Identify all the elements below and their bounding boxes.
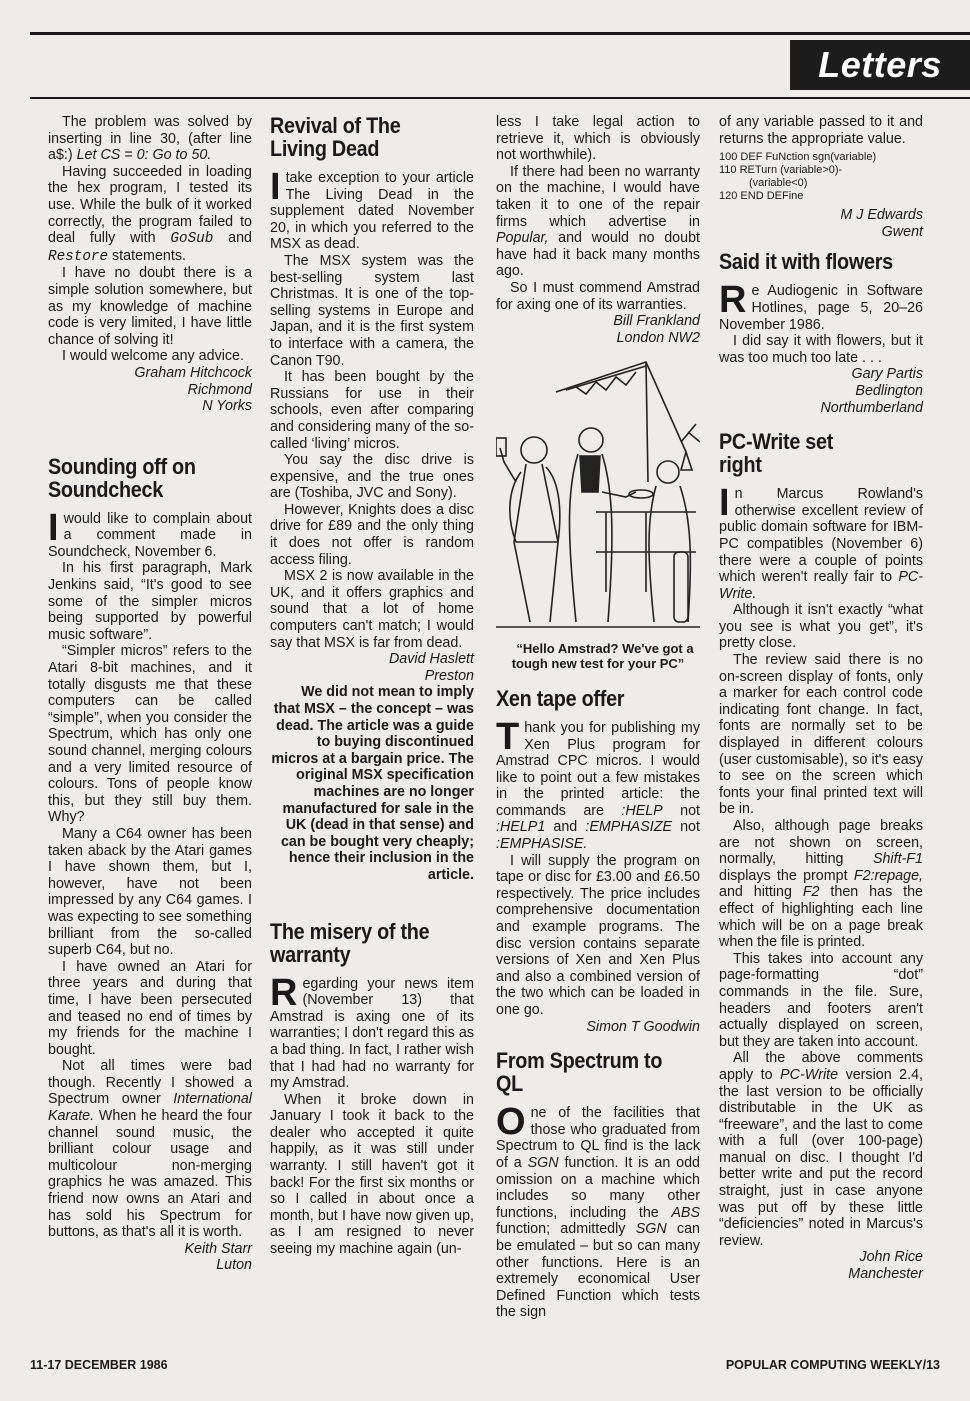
body-text: So I must commend Amstrad for axing one of its warranties. [496,279,700,313]
headline-revival: Revival of The Living Dead [270,113,401,161]
body-text: However, Knights does a disc drive for £89 and the only thing it does not offer is random access filing. [270,501,474,568]
drop-cap: I [270,166,281,208]
drop-cap: R [270,971,298,1014]
code-line: 120 END DEFine [719,190,804,203]
body-text: Regarding your news item (November 13) that Amstrad is axing one of its warranties; I don't regard this as a bad thing. In fact, I rather wish that I had had no warranty for my Amstrad. [270,971,474,1092]
signature-name: Simon T Goodwin [586,1018,700,1035]
signature-town: Preston [424,667,474,684]
column-1 [48,114,252,1274]
body-text: All the above comments apply to PC-Write version 2.4, the last version to be officially distributable in the UK as “freeware”, and the last to come with a full (over 100-page) manual on disc. I thought I'd better write and put the record straight, just in case anyone was put off by these little “deficiencies” noted in Marcus's review. [719,1050,923,1249]
body-text: You say the disc drive is expensive, and the true ones are (Toshiba, JVC and Sony). [270,452,474,502]
headline-pc-write: PC-Write set right [719,429,834,478]
cartoon-illustration [496,352,700,632]
signature-town: Richmond [187,381,252,398]
column-3 [496,114,700,1321]
body-text: of any variable passed to it and returns the appropriate value. [719,114,923,147]
drop-cap: T [496,715,520,758]
column-2 [270,114,474,1258]
section-tab-letters: Letters [790,40,970,90]
signature-town: Manchester [848,1266,923,1283]
body-text: The review said there is no on-screen display of fonts, only a marker for each control code indicating font change. In fact, fonts are normally set to be displayed in different colours (user customisable), so it's easy to see on the screen which fonts your final printed text will be in. [719,652,923,818]
signature-town: Luton [216,1257,252,1274]
code-line: (variable<0) [749,177,808,190]
code-line: 110 RETurn (variable>0)- [719,164,843,177]
body-text: Having succeeded in loading the hex program, I tested its use. While the bulk of it worked correctly, the program failed to deal fully with GoSub and Restore statements. [48,163,253,265]
body-text: Although it isn't exactly “what you see is what you get”, it's pretty close. [719,602,923,652]
footer-date: 11-17 DECEMBER 1986 [30,1358,168,1372]
signature-name: M J Edwards [840,207,923,224]
body-text: Iwould like to complain about a comment made in Soundcheck, November 6. [48,506,252,560]
headline-misery-warranty: The misery of the warranty [270,918,430,967]
headline-said-flowers: Said it with flowers [719,249,893,275]
drop-cap: I [48,506,59,549]
body-text: If there had been no warranty on the machine, I would have taken it to one of the repair firms which advertise in Popular, and would no doubt have had it back many months ago. [496,163,700,280]
body-text: In Marcus Rowland's otherwise excellent review of public domain software for IBM-PC compatibles (November 6) there were a couple of points which weren't really fair to PC-Write. [719,482,923,602]
signature-name: Bill Frankland [613,313,700,330]
headline-xen-tape: Xen tape offer [496,685,625,711]
body-text: MSX 2 is now available in the UK, and it offers graphics and sound that a lot of home computers can't match; I would say that MSX is far from dead. [270,568,474,651]
body-text: Itake exception to your article The Living Dead in the supplement dated November 20, in which you referred to the MSX as dead. [270,166,474,253]
body-text: Many a C64 owner has been taken aback by the Atari games I have shown them, but I, however, have not been impressed by any C64 games. I was expecting to see something brilliant from the so-called superb C64, but no. [48,825,252,959]
signature-name: Gary Partis [851,366,923,383]
body-text: In his first paragraph, Mark Jenkins said, “It's good to see some of the simpler micros being supported by powerful music software”. [48,560,252,643]
signature-name: Graham Hitchcock [134,364,252,381]
body-text: I did say it with flowers, but it was too much too late . . . [719,333,923,366]
headline-spectrum-ql: From Spectrum to QL [496,1048,663,1097]
signature-town: London NW2 [616,329,700,346]
body-text: I would welcome any advice. [62,348,244,365]
body-text: I have no doubt there is a simple solution somewhere, but as my knowledge of machine code is very limited, I have little chance of solving it! [48,265,252,348]
headline-sounding-off: Sounding off on Soundcheck [48,453,196,502]
body-text: The MSX system was the best-selling system last Christmas. It is one of the top-selling systems in Europe and Japan, and it is the first system to interface with a camera, the Canon T90. [270,252,474,369]
body-text: “Simpler micros” refers to the Atari 8-bit machines, and it totally disgusts me that these computers can be called “simple”, when you consider the Spectrum, which has only one sound channel, merging colours and a very limited resource of colours. Tons of people know this, but they still buy them. Why? [48,643,252,826]
body-text: When it broke down in January I took it back to the dealer who accepted it quite happily, as it was still under warranty. I still haven't got it back! For the first six months or so I called in about once a month, but I have now given up, as I am resigned to never seeing my machine again (un- [270,1091,474,1258]
body-text: Re Audiogenic in Software Hotlines, page 5, 20–26 November 1986. [719,279,923,333]
header-rule [30,97,970,99]
body-text: It has been bought by the Russians for use in their schools, even after comparing and considering many of the so-called ‘living’ micros. [270,369,474,452]
signature-county: N Yorks [202,398,252,415]
signature-county: Northumberland [820,399,923,416]
code-line: 100 DEF FuNction sgn(variable) [719,151,877,164]
footer-page-number: POPULAR COMPUTING WEEKLY/13 [725,1358,940,1372]
body-text: Thank you for publishing my Xen Plus program for Amstrad CPC micros. I would like to point out a few mistakes in the printed article: the commands are :HELP not :HELP1 and :EMPHASIZE not :EMPHASISE. [496,715,700,853]
cartoon-caption: “Hello Amstrad? We've got a tough new test for your PC” [511,640,694,671]
signature-town: Gwent [881,223,923,240]
top-rule [30,32,970,35]
code-listing [719,151,923,203]
signature-name: Keith Starr [184,1240,252,1257]
body-text: The problem was solved by inserting in line 30, (after line a$:) Let CS = 0: Go to 50. [48,114,252,164]
drop-cap: R [719,279,747,322]
editor-reply: We did not mean to imply that MSX – the concept – was dead. The article was a guide to buying discontinued micros at a bargain price. The original MSX specification machines are no longer manufactured for sale in the UK (dead in that sense) and can be bought very cheaply; hence their inclusion in the article. [271,684,474,883]
signature-town: Bedlington [855,382,923,399]
body-text: Also, although page breaks are not shown on screen, normally, hitting Shift-F1 displays the prompt F2:repage, and hitting F2 then has the effect of highlighting each line which will be on a page break when the file is printed. [719,818,923,951]
drop-cap: I [719,482,730,525]
drop-cap: O [496,1101,526,1144]
body-text: I will supply the program on tape or disc for £3.00 and £6.50 respectively. The price includes comprehensive documentation and example programs. The disc version contains separate versions of Xen and Xen Plus and also a combined version of the two which can be loaded in one go. [496,852,700,1018]
body-text: One of the facilities that those who graduated from Spectrum to QL find is the lack of a SGN function. It is an odd omission on a machine which includes so many other functions, including the ABS function; admittedly SGN can be emulated – but so can many other functions. Here is an extremely economical User Defined Function which tests the sign [496,1101,700,1321]
body-text: less I take legal action to retrieve it, which is obviously not worthwhile). [496,114,700,164]
body-text: I have owned an Atari for three years and during that time, I have been persecuted and teased no end of times by my friends for the machine I bought. [48,958,252,1058]
body-text: Not all times were bad though. Recently I showed a Spectrum owner International Karate. When he heard the four channel sound music, the brilliant colour usage and multicolour non-merging graphics he was amazed. This friend now owns an Atari and has sold his Spectrum for buttons, as that's all it is worth. [48,1058,252,1241]
signature-name: David Haslett [388,651,474,668]
column-4 [719,114,923,1283]
body-text: This takes into account any page-formatting “dot” commands in the file. Sure, headers and footers aren't actually displayed on screen, but they are taken into account. [719,950,923,1050]
signature-name: John Rice [859,1249,923,1266]
